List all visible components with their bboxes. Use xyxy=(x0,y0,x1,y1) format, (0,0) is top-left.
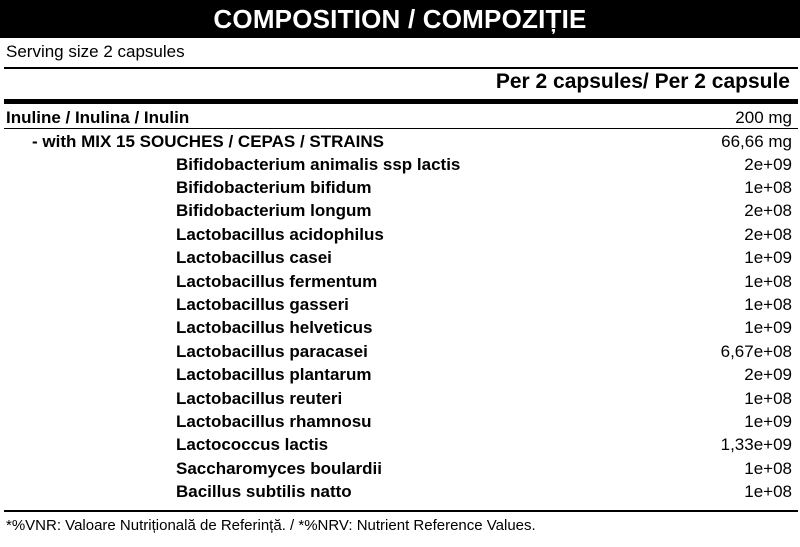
strain-row xyxy=(0,434,800,457)
strain-row xyxy=(0,153,800,176)
ingredient-value: 200 mg xyxy=(735,107,792,127)
divider-top xyxy=(4,67,798,69)
mix-value: 66,66 mg xyxy=(721,131,792,151)
strain-value: 2e+08 xyxy=(744,201,792,221)
strain-row xyxy=(0,293,800,316)
divider-thick xyxy=(4,99,798,104)
strain-value: 1,33e+09 xyxy=(720,435,792,455)
strain-row xyxy=(0,270,800,293)
divider-ingredient xyxy=(4,128,798,129)
strain-value: 2e+09 xyxy=(744,154,792,174)
strain-row xyxy=(0,247,800,270)
strain-value: 1e+09 xyxy=(744,411,792,431)
strain-name: Bifidobacterium bifidum xyxy=(176,177,372,197)
strain-name: Lactococcus lactis xyxy=(176,435,329,455)
ingredient-row-mix xyxy=(0,130,800,153)
footer-note: *%VNR: Valoare Nutrițională de Referință. / *%NRV: Nutrient Reference Values. xyxy=(6,517,536,534)
strain-row xyxy=(0,387,800,410)
strain-name: Bifidobacterium animalis ssp lactis xyxy=(176,154,461,174)
strain-name: Lactobacillus helveticus xyxy=(176,318,373,338)
composition-title: COMPOSITION / COMPOZIȚIE xyxy=(0,0,800,38)
strain-value: 1e+08 xyxy=(744,294,792,314)
strain-row xyxy=(0,200,800,223)
strain-row xyxy=(0,223,800,246)
strain-value: 1e+08 xyxy=(744,458,792,478)
ingredient-name: Inuline / Inulina / Inulin xyxy=(6,107,190,127)
ingredient-row-inulin xyxy=(0,106,800,129)
per-serving-header: Per 2 capsules/ Per 2 capsule xyxy=(495,70,790,93)
strain-row xyxy=(0,481,800,504)
strain-value: 1e+08 xyxy=(744,482,792,502)
strain-row xyxy=(0,364,800,387)
strain-row xyxy=(0,410,800,433)
strain-value: 1e+09 xyxy=(744,248,792,268)
strain-name: Lactobacillus paracasei xyxy=(176,341,368,361)
strain-name: Lactobacillus casei xyxy=(176,248,332,268)
serving-size: Serving size 2 capsules xyxy=(6,42,185,61)
divider-bottom xyxy=(4,510,798,512)
strain-name: Lactobacillus rhamnosu xyxy=(176,411,372,431)
mix-name: - with MIX 15 SOUCHES / CEPAS / STRAINS xyxy=(32,131,385,151)
strain-row xyxy=(0,457,800,480)
strain-name: Bifidobacterium longum xyxy=(176,201,372,221)
strain-row xyxy=(0,176,800,199)
strain-value: 1e+08 xyxy=(744,271,792,291)
strain-row xyxy=(0,317,800,340)
strain-name: Bacillus subtilis natto xyxy=(176,482,352,502)
strain-name: Lactobacillus plantarum xyxy=(176,365,372,385)
strain-value: 2e+08 xyxy=(744,224,792,244)
strain-value: 6,67e+08 xyxy=(720,341,792,361)
strain-name: Lactobacillus acidophilus xyxy=(176,224,384,244)
strain-value: 1e+08 xyxy=(744,177,792,197)
strain-row xyxy=(0,340,800,363)
strain-name: Lactobacillus fermentum xyxy=(176,271,378,291)
strain-name: Lactobacillus gasseri xyxy=(176,294,349,314)
strain-name: Saccharomyces boulardii xyxy=(176,458,382,478)
strain-name: Lactobacillus reuteri xyxy=(176,388,343,408)
strain-value: 1e+09 xyxy=(744,318,792,338)
strain-value: 1e+08 xyxy=(744,388,792,408)
strain-value: 2e+09 xyxy=(744,365,792,385)
